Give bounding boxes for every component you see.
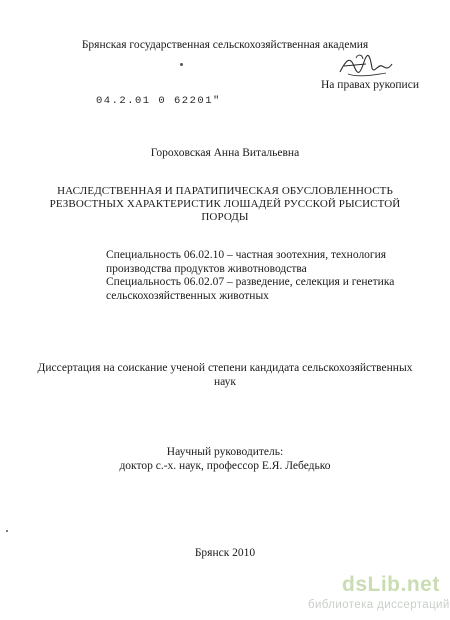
city-year: Брянск 2010	[194, 547, 256, 559]
watermark-subtitle: библиотека диссертаций	[308, 599, 450, 611]
registration-code-mark: "	[213, 95, 221, 107]
advisor-label: Научный руководитель:	[166, 446, 284, 458]
title-line: НАСЛЕДСТВЕННАЯ И ПАРАТИПИЧЕСКАЯ ОБУСЛОВЛЕННОСТЬ	[57, 185, 393, 197]
degree-statement	[0, 361, 450, 389]
scan-speck	[6, 530, 8, 532]
specialty-line: Специальность 06.02.10 – частная зоотехния, технология	[106, 249, 387, 261]
ink-dot	[180, 63, 183, 66]
registration-code	[96, 94, 221, 108]
degree-line: наук	[213, 376, 236, 388]
watermark-logo: dsLib.net	[342, 573, 440, 596]
advisor-name: доктор с.-х. наук, профессор Е.Я. Лебедько	[119, 460, 331, 472]
handwritten-signature	[336, 52, 396, 80]
watermark	[300, 573, 450, 620]
specialty-line: производства продуктов животноводства	[106, 262, 307, 275]
author-name: Гороховская Анна Витальевна	[150, 147, 300, 159]
title-line: ПОРОДЫ	[201, 211, 249, 223]
institution-name: Брянская государственная сельскохозяйственная академия	[81, 39, 369, 51]
specialties-block	[106, 249, 394, 303]
degree-line: Диссертация на соискание ученой степени кандидата сельскохозяйственных	[37, 362, 413, 374]
specialty-line: сельскохозяйственных животных	[106, 289, 269, 302]
registration-code-number: 04.2.01 0 62201	[96, 95, 214, 107]
title-line: РЕЗВОСТНЫХ ХАРАКТЕРИСТИК ЛОШАДЕЙ РУССКОЙ РЫСИСТОЙ	[49, 198, 401, 210]
dissertation-title	[0, 185, 450, 224]
specialty-line: Специальность 06.02.07 – разведение, селекция и генетика	[106, 276, 395, 288]
rights-note: На правах рукописи	[321, 79, 419, 91]
